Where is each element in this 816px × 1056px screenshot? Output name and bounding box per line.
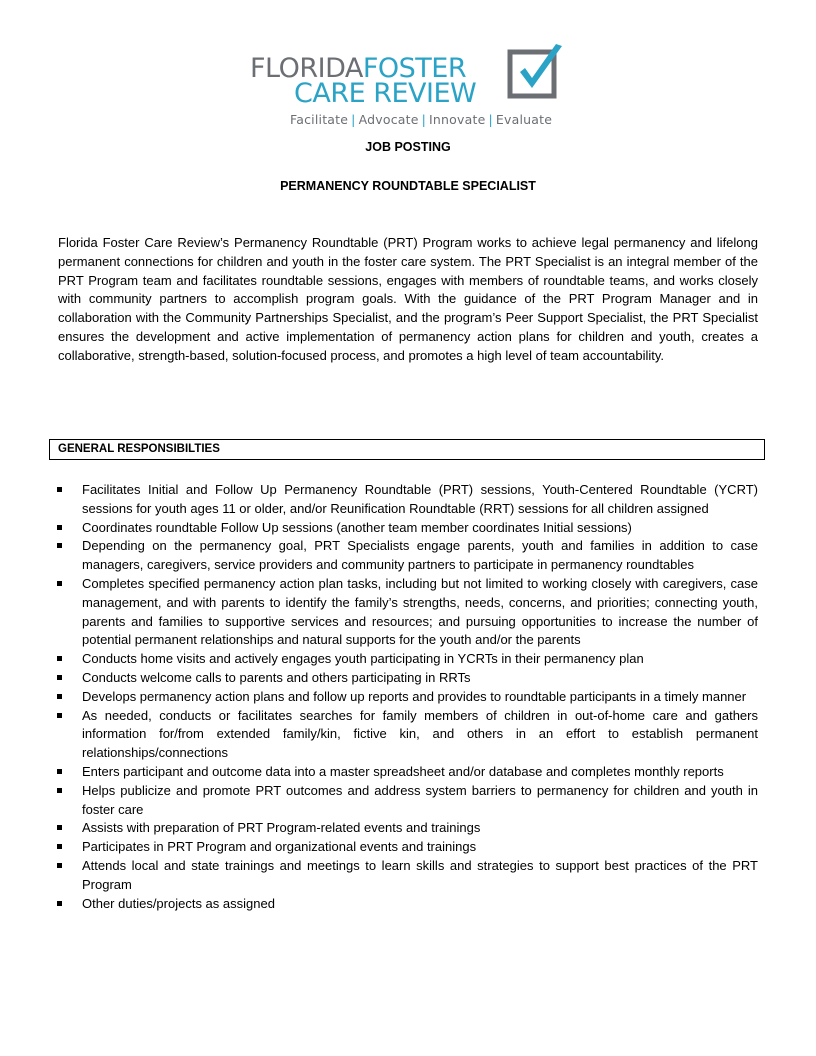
tagline-separator: | bbox=[421, 112, 427, 127]
list-item-text: Other duties/projects as assigned bbox=[82, 895, 275, 911]
tagline-separator: | bbox=[488, 112, 493, 127]
list-item bbox=[56, 857, 758, 895]
tagline-innovate: Innovate bbox=[429, 112, 486, 127]
square-bullet-icon bbox=[57, 525, 62, 530]
florida-foster-care-review-logo bbox=[250, 42, 570, 132]
square-bullet-icon bbox=[57, 713, 62, 718]
square-bullet-icon bbox=[57, 769, 62, 774]
list-item-text: As needed, conducts or facilitates searches for family members of children in out-of-home care and gathers information for/from extended family/kin, fictive kin, and others in an effort to establish permanent relationships/connections bbox=[82, 707, 758, 761]
list-item bbox=[56, 763, 758, 782]
list-item-text: Participates in PRT Program and organizational events and trainings bbox=[82, 839, 477, 855]
list-item-text: Develops permanency action plans and follow up reports and provides to roundtable participants in a timely manner bbox=[82, 688, 747, 704]
square-bullet-icon bbox=[57, 581, 62, 586]
intro-paragraph: Florida Foster Care Review’s Permanency Roundtable (PRT) Program works to achieve legal permanency and lifelong permanent connections for children and youth in the foster care system. The PRT Specialist is an integral member of the PRT Program team and facilitates roundtable sessions, engages with members of roundtable teams, and works closely with community partners to accomplish program goals. With the guidance of the PRT Program Manager and in collaboration with the Community Partnerships Specialist, and the program’s Peer Support Specialist, the PRT Specialist ensures the development and active implementation of permanency action plans for children and youth, creates a collaborative, strength-based, solution-focused process, and promotes a high level of team accountability. bbox=[58, 235, 758, 363]
list-item bbox=[56, 481, 758, 519]
list-item bbox=[56, 650, 758, 669]
list-item bbox=[56, 838, 758, 857]
list-item-text: Conducts welcome calls to parents and others participating in RRTs bbox=[82, 669, 471, 685]
list-item-text: Facilitates Initial and Follow Up Permanency Roundtable (PRT) sessions, Youth-Centered Roundtable (YCRT) sessions for youth ages 11 or older, and/or Reunification Roundtable (RRT) sessions for all children assigned bbox=[82, 482, 758, 516]
list-item-text: Enters participant and outcome data into a master spreadsheet and/or database and completes monthly reports bbox=[82, 763, 724, 779]
tagline-facilitate: Facilitate bbox=[290, 112, 349, 127]
square-bullet-icon bbox=[57, 694, 62, 699]
checkbox-check-icon bbox=[506, 42, 566, 108]
list-item-text: Attends local and state trainings and meetings to learn skills and strategies to support best practices of the PRT Program bbox=[82, 857, 758, 892]
list-item bbox=[56, 782, 758, 820]
logo-tagline bbox=[290, 112, 552, 127]
square-bullet-icon bbox=[57, 675, 62, 680]
list-item bbox=[56, 707, 758, 763]
square-bullet-icon bbox=[57, 863, 62, 868]
list-item-text: Assists with preparation of PRT Program-related events and trainings bbox=[82, 820, 481, 836]
logo-word-foster: FOSTER bbox=[362, 53, 467, 84]
square-bullet-icon bbox=[57, 844, 62, 849]
list-item-text: Completes specified permanency action plan tasks, including but not limited to working closely with caregivers, case management, and with parents to identify the family’s strengths, needs, concerns, and priorities; connecting youth, parents and families to supportive services and resources; and pursuing opportunities to increase the number of potential permanent relationships and natural supports for the youth and/or the parents bbox=[82, 575, 758, 648]
logo-line-2: CARE REVIEW bbox=[294, 78, 477, 109]
responsibilities-section-header bbox=[49, 439, 765, 460]
list-item bbox=[56, 669, 758, 688]
tagline-separator: | bbox=[351, 112, 356, 127]
list-item-text: Depending on the permanency goal, PRT Specialists engage parents, youth and families in addition to case managers, caregivers, service providers and community partners to participate in permanency roundtables bbox=[82, 538, 758, 573]
tagline-evaluate: Evaluate bbox=[495, 112, 553, 127]
job-posting-label: JOB POSTING bbox=[365, 140, 451, 154]
job-title: PERMANENCY ROUNDTABLE SPECIALIST bbox=[280, 179, 536, 193]
square-bullet-icon bbox=[57, 543, 62, 548]
list-item bbox=[56, 537, 758, 575]
square-bullet-icon bbox=[57, 656, 62, 661]
section-title: GENERAL RESPONSIBILTIES bbox=[58, 443, 220, 455]
tagline-advocate: Advocate bbox=[358, 112, 419, 127]
list-item-text: Conducts home visits and actively engages youth participating in YCRTs in their permanency plan bbox=[82, 651, 644, 667]
list-item bbox=[56, 688, 758, 707]
list-item bbox=[56, 895, 758, 914]
list-item-text: Coordinates roundtable Follow Up sessions (another team member coordinates Initial sessions) bbox=[82, 519, 632, 535]
list-item bbox=[56, 819, 758, 838]
square-bullet-icon bbox=[57, 825, 62, 830]
responsibilities-list bbox=[56, 481, 758, 913]
list-item bbox=[56, 575, 758, 650]
square-bullet-icon bbox=[57, 901, 62, 906]
square-bullet-icon bbox=[57, 487, 62, 492]
logo-word-florida: FLORIDA bbox=[250, 53, 363, 84]
list-item-text: Helps publicize and promote PRT outcomes and address system barriers to permanency for children and youth in foster care bbox=[82, 782, 758, 817]
square-bullet-icon bbox=[57, 788, 62, 793]
list-item bbox=[56, 519, 758, 538]
